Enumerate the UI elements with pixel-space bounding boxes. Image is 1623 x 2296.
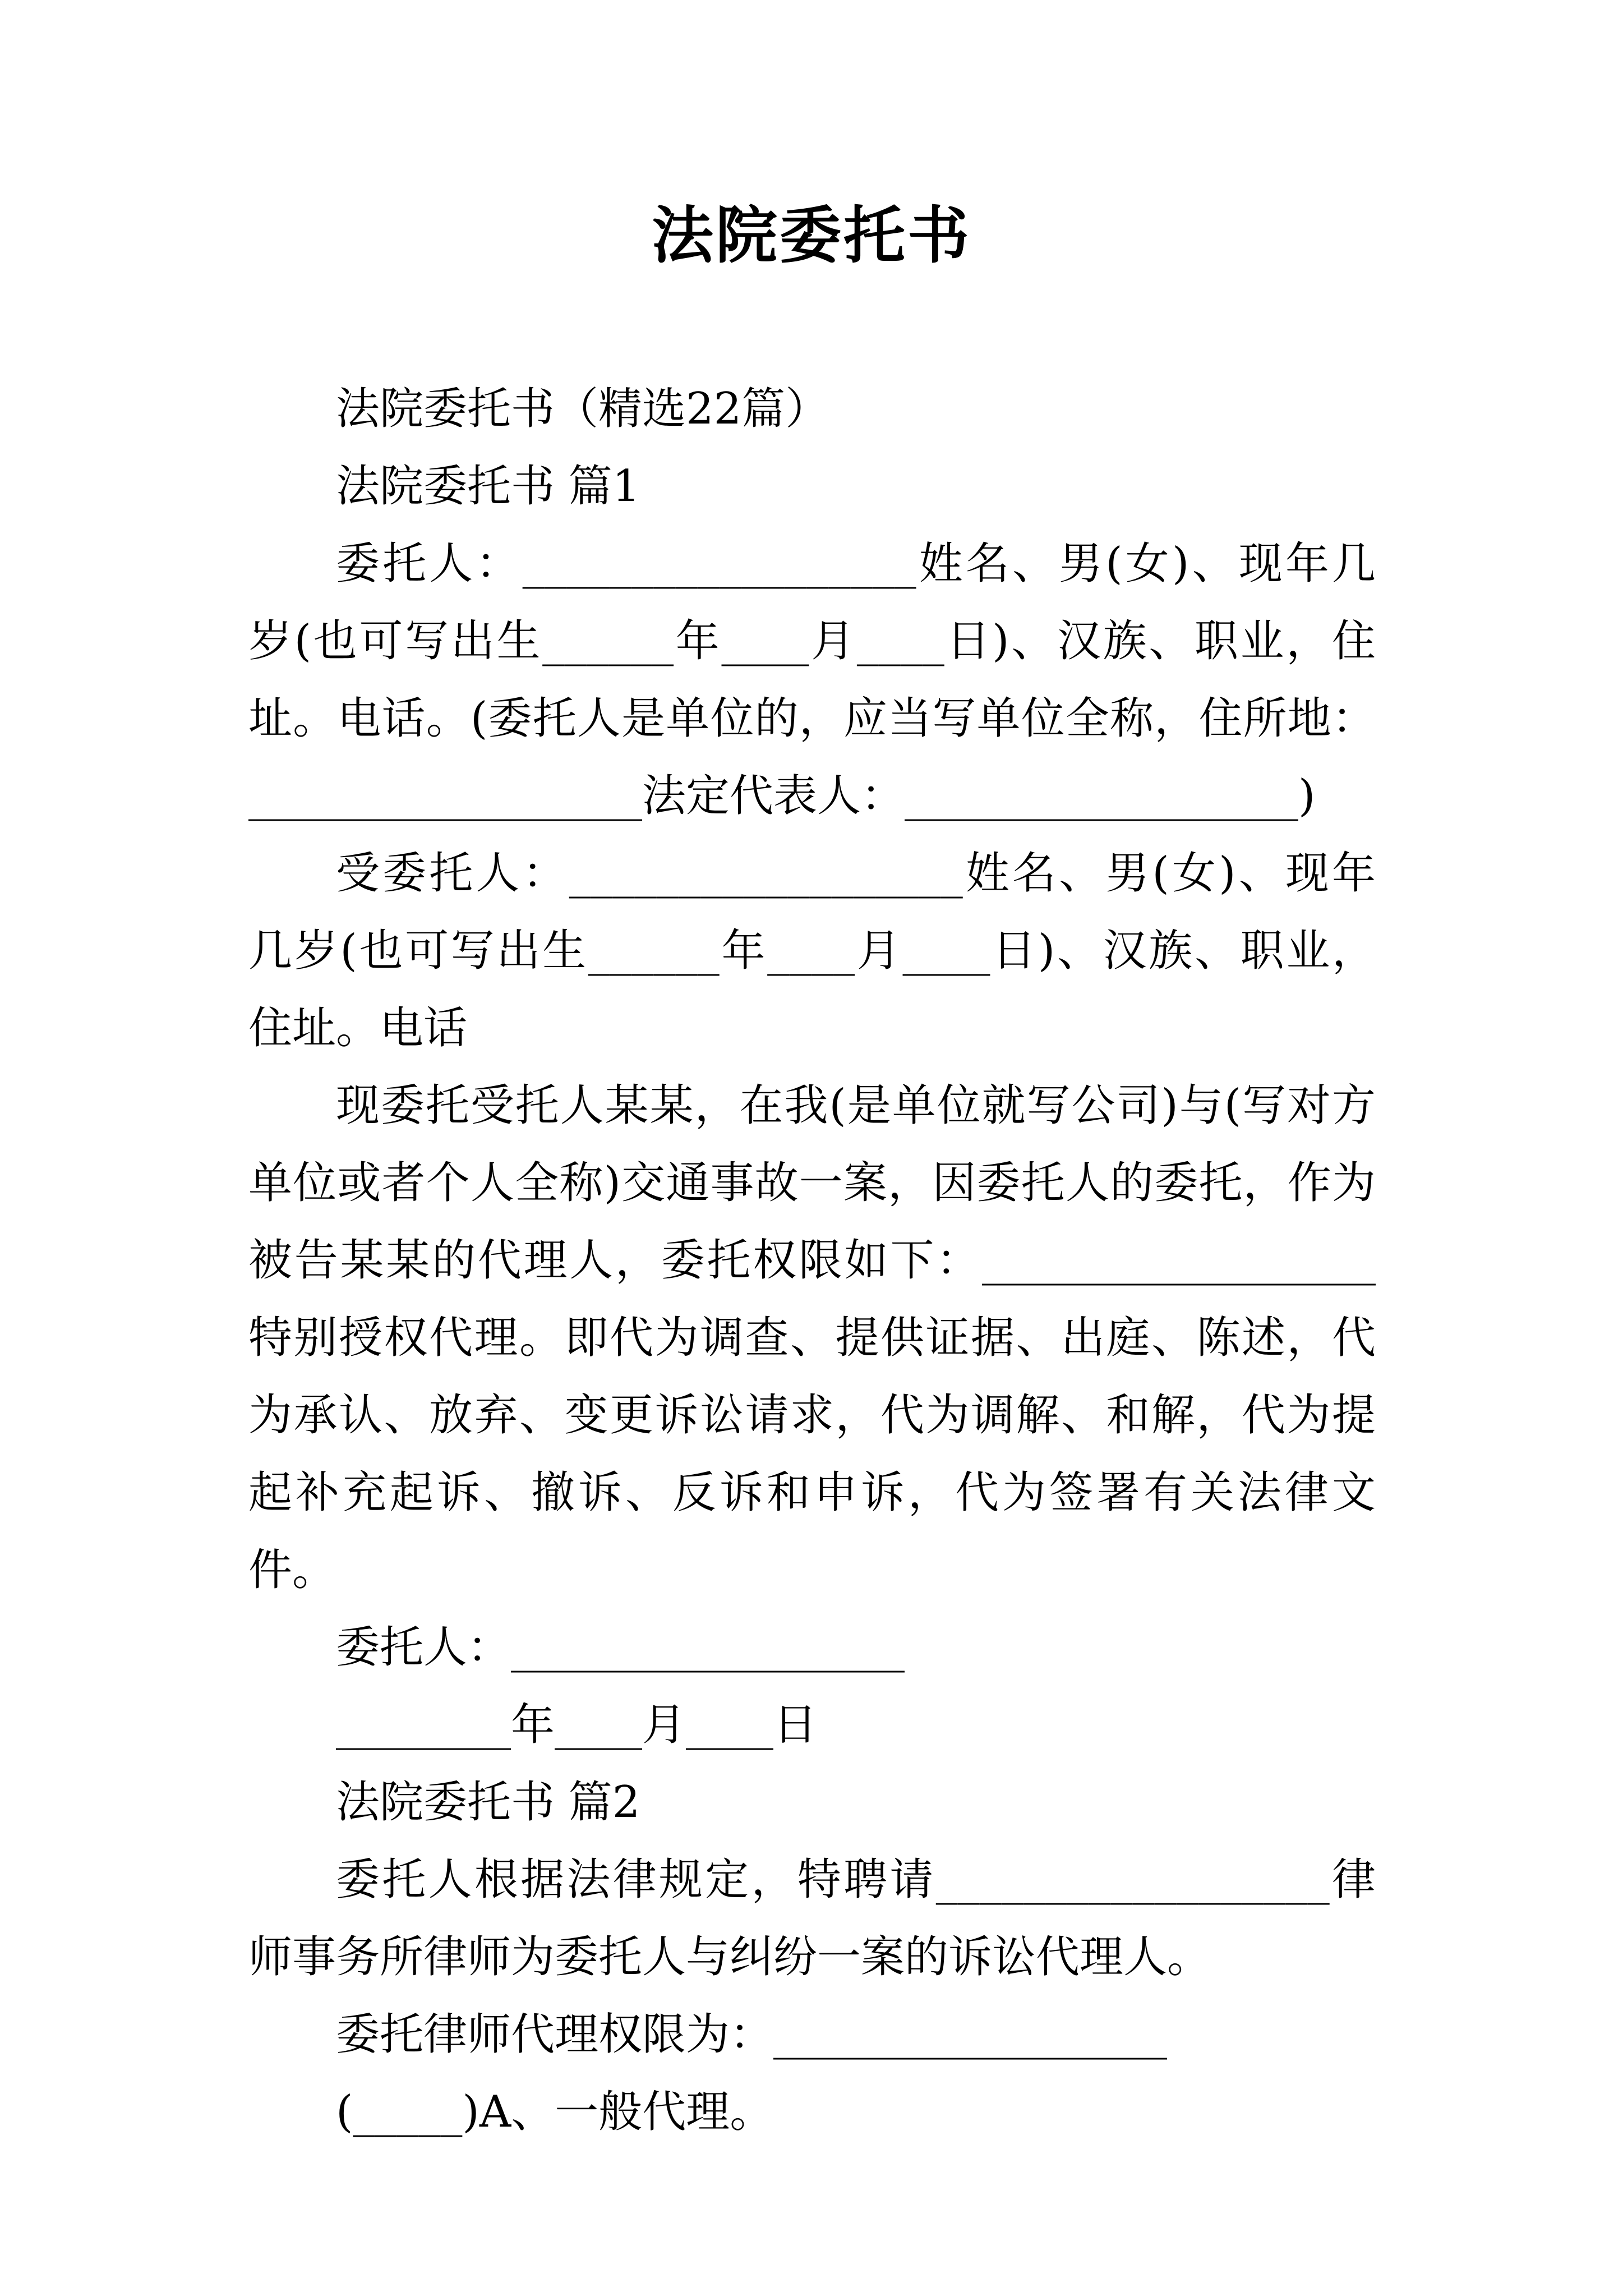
paragraph-section-2-heading: 法院委托书 篇2 xyxy=(336,1777,640,1828)
paragraph-date: ________年____月____日 xyxy=(336,1700,818,1750)
paragraph-section-1-heading: 法院委托书 篇1 xyxy=(336,461,640,512)
paragraph-principal: 委托人：__________________姓名、男(女)、现年几岁(也可写出生______年____月____日)、汉族、职业，住址。电话。(委托人是单位的，应当写单位全称，住所地：__________________法定代表人：__________________) xyxy=(248,539,1376,821)
paragraph-hire-lawyer: 委托人根据法律规定，特聘请__________________律师事务所律师为委托人与纠纷一案的诉讼代理人。 xyxy=(248,1855,1376,1982)
paragraph-lawyer-authority: 委托律师代理权限为：__________________ xyxy=(336,2009,1168,2060)
paragraph-option-a: (_____)A、一般代理。 xyxy=(336,2087,774,2137)
document-title: 法院委托书 xyxy=(652,199,971,272)
paragraph-principal-signature: 委托人：__________________ xyxy=(336,1622,905,1673)
paragraph-subtitle: 法院委托书（精选22篇） xyxy=(336,384,829,434)
document-body xyxy=(248,370,1376,2151)
paragraph-agent: 受委托人：__________________姓名、男(女)、现年几岁(也可写出生______年____月____日)、汉族、职业，住址。电话 xyxy=(248,848,1376,1053)
paragraph-authorization: 现委托受托人某某，在我(是单位就写公司)与(写对方单位或者个人全称)交通事故一案，因委托人的委托，作为被告某某的代理人，委托权限如下：__________________特别授权代理。即代为调查、提供证据、出庭、陈述，代为承认、放弃、变更诉讼请求，代为调解、和解，代为提起补充起诉、撤诉、反诉和申诉，代为签署有关法律文件。 xyxy=(248,1080,1376,1595)
